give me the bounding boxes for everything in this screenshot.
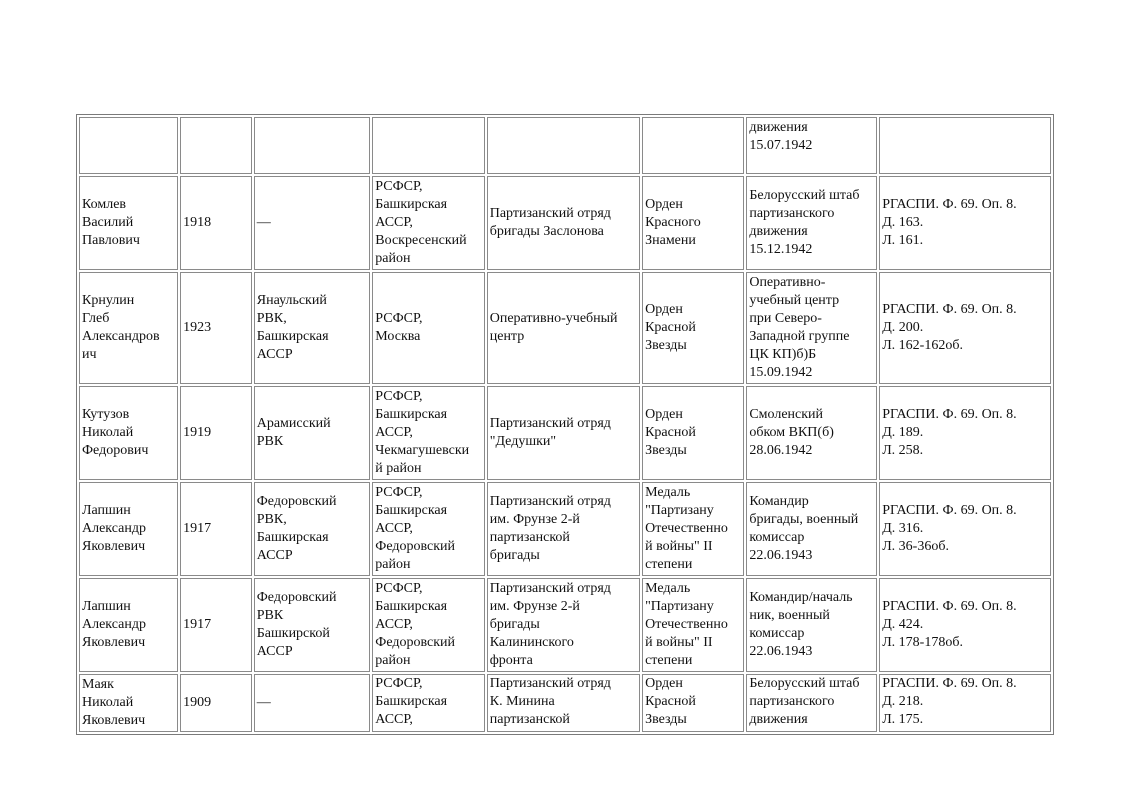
cell-name: Маяк Николай Яковлевич <box>79 674 178 732</box>
cell-rvk <box>254 117 371 174</box>
table-row <box>79 578 1051 672</box>
cell-rvk: Федоровский РВК, Башкирская АССР <box>254 482 371 576</box>
cell-archive-ref: РГАСПИ. Ф. 69. Оп. 8. Д. 163. Л. 161. <box>879 176 1051 270</box>
cell-awarded-by: Оперативно- учебный центр при Северо- Западной группе ЦК КП)б)Б 15.09.1942 <box>746 272 877 384</box>
cell-name: Крнулин Глеб Александров ич <box>79 272 178 384</box>
cell-place: РСФСР, Башкирская АССР, Воскресенский район <box>372 176 484 270</box>
cell-rvk: — <box>254 674 371 732</box>
cell-award: Орден Красной Звезды <box>642 386 744 480</box>
cell-unit: Партизанский отряд бригады Заслонова <box>487 176 640 270</box>
cell-archive-ref: РГАСПИ. Ф. 69. Оп. 8. Д. 218. Л. 175. <box>879 674 1051 732</box>
table-row <box>79 482 1051 576</box>
table-row <box>79 674 1051 732</box>
cell-year: 1909 <box>180 674 252 732</box>
cell-award: Медаль "Партизану Отечественно й войны" II степени <box>642 578 744 672</box>
cell-year <box>180 117 252 174</box>
cell-name: Лапшин Александр Яковлевич <box>79 578 178 672</box>
cell-awarded-by: движения 15.07.1942 <box>746 117 877 174</box>
cell-archive-ref: РГАСПИ. Ф. 69. Оп. 8. Д. 316. Л. 36-36об. <box>879 482 1051 576</box>
cell-award: Орден Красного Знамени <box>642 176 744 270</box>
cell-unit <box>487 117 640 174</box>
cell-year: 1919 <box>180 386 252 480</box>
cell-rvk: — <box>254 176 371 270</box>
cell-unit: Партизанский отряд им. Фрунзе 2-й партизанской бригады <box>487 482 640 576</box>
cell-unit: Партизанский отряд "Дедушки" <box>487 386 640 480</box>
cell-unit: Оперативно-учебный центр <box>487 272 640 384</box>
cell-rvk: Арамисский РВК <box>254 386 371 480</box>
cell-year: 1918 <box>180 176 252 270</box>
cell-archive-ref: РГАСПИ. Ф. 69. Оп. 8. Д. 189. Л. 258. <box>879 386 1051 480</box>
cell-awarded-by: Белорусский штаб партизанского движения 15.12.1942 <box>746 176 877 270</box>
cell-award: Медаль "Партизану Отечественно й войны" II степени <box>642 482 744 576</box>
cell-name: Лапшин Александр Яковлевич <box>79 482 178 576</box>
cell-year: 1923 <box>180 272 252 384</box>
cell-awarded-by: Белорусский штаб партизанского движения <box>746 674 877 732</box>
cell-award: Орден Красной Звезды <box>642 674 744 732</box>
cell-year: 1917 <box>180 482 252 576</box>
cell-awarded-by: Командир/началь ник, военный комиссар 22.06.1943 <box>746 578 877 672</box>
awards-table <box>76 114 1054 735</box>
cell-year: 1917 <box>180 578 252 672</box>
table-row <box>79 386 1051 480</box>
cell-place: РСФСР, Башкирская АССР, Федоровский район <box>372 578 484 672</box>
cell-rvk: Янаульский РВК, Башкирская АССР <box>254 272 371 384</box>
cell-archive-ref <box>879 117 1051 174</box>
cell-awarded-by: Смоленский обком ВКП(б) 28.06.1942 <box>746 386 877 480</box>
cell-name: Кутузов Николай Федорович <box>79 386 178 480</box>
cell-place: РСФСР, Башкирская АССР, Чекмагушевски й район <box>372 386 484 480</box>
cell-place <box>372 117 484 174</box>
cell-unit: Партизанский отряд им. Фрунзе 2-й бригады Калининского фронта <box>487 578 640 672</box>
cell-archive-ref: РГАСПИ. Ф. 69. Оп. 8. Д. 424. Л. 178-178об. <box>879 578 1051 672</box>
cell-place: РСФСР, Москва <box>372 272 484 384</box>
cell-name <box>79 117 178 174</box>
cell-award: Орден Красной Звезды <box>642 272 744 384</box>
cell-place: РСФСР, Башкирская АССР, <box>372 674 484 732</box>
table-row <box>79 117 1051 174</box>
cell-place: РСФСР, Башкирская АССР, Федоровский район <box>372 482 484 576</box>
table-row <box>79 176 1051 270</box>
cell-awarded-by: Командир бригады, военный комиссар 22.06.1943 <box>746 482 877 576</box>
cell-award <box>642 117 744 174</box>
cell-name: Комлев Василий Павлович <box>79 176 178 270</box>
cell-unit: Партизанский отряд К. Минина партизанской <box>487 674 640 732</box>
cell-rvk: Федоровский РВК Башкирской АССР <box>254 578 371 672</box>
cell-archive-ref: РГАСПИ. Ф. 69. Оп. 8. Д. 200. Л. 162-162об. <box>879 272 1051 384</box>
table-row <box>79 272 1051 384</box>
